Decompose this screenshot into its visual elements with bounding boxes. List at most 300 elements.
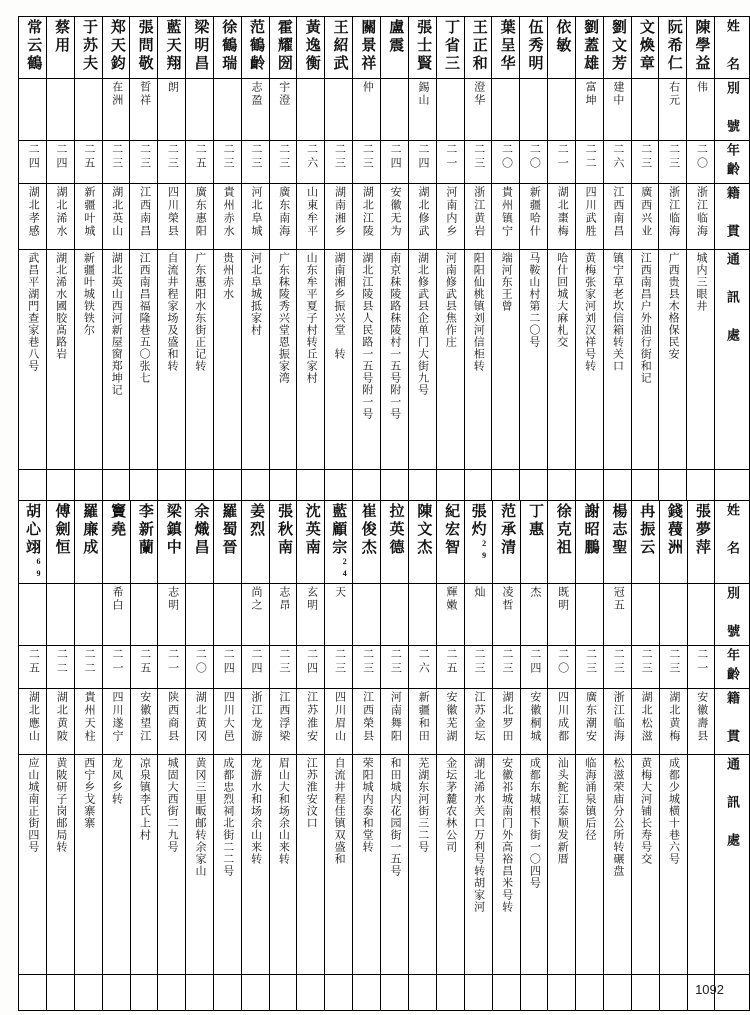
cell-origin (687, 184, 715, 250)
cell-origin (325, 184, 353, 250)
cell-text: 仲 (361, 81, 374, 94)
cell-address (659, 755, 687, 975)
cell-text: 二三 (222, 143, 235, 171)
cell-text: 葉呈华 (498, 19, 515, 73)
cell-text: 浙江龙游 (250, 691, 263, 743)
cell-text: 二三 (584, 648, 597, 676)
cell-text: 浙江临海 (667, 186, 680, 238)
cell-name (325, 17, 353, 79)
cell-age (576, 646, 604, 689)
cell-blank (297, 975, 325, 1011)
cell-blank (604, 975, 632, 1011)
table-row (19, 79, 750, 141)
cell-age (687, 646, 715, 689)
cell-text: 湖北江陵县人民路一五号附一号 (360, 252, 373, 420)
table-row (19, 17, 750, 79)
cell-text: 志盈 (249, 81, 262, 107)
cell-origin (604, 689, 632, 755)
cell-text: 二五 (82, 143, 95, 171)
cell-address (325, 755, 353, 975)
table-row (19, 755, 750, 975)
table-row (19, 501, 750, 584)
cell-blank (353, 975, 381, 1011)
cell-blank (74, 975, 102, 1011)
cell-age (436, 646, 464, 689)
cell-text: 湖北英山 (110, 186, 123, 238)
cell-text: 湖南湘乡 (333, 186, 346, 238)
cell-origin (353, 184, 381, 250)
cell-alias (353, 584, 381, 646)
cell-text: 二二 (83, 648, 96, 676)
cell-text: 湖北黄冈 (194, 691, 207, 743)
cell-text: 伟 (695, 81, 708, 94)
upper-roster-table (18, 16, 750, 506)
cell-name (659, 501, 687, 584)
cell-text: 崔俊杰 (359, 503, 376, 557)
cell-text: 張秋南 (275, 503, 292, 557)
cell-text: 贵州赤水 (221, 252, 234, 300)
cell-text: 余熾昌 (192, 503, 209, 557)
cell-text: 張夢萍 (693, 503, 710, 557)
cell-text: 文煥章 (637, 19, 654, 73)
cell-age (604, 646, 632, 689)
cell-text: 江西南昌福隆巷五〇张七 (138, 252, 151, 384)
column-header-text: 年齡 (724, 143, 740, 181)
cell-address (214, 755, 242, 975)
cell-address (47, 755, 75, 975)
cell-text: 汕头鮀江泰顺发新厝 (556, 757, 569, 865)
cell-text: 新疆哈什 (528, 186, 541, 238)
cell-alias (659, 79, 687, 141)
cell-address (241, 250, 269, 470)
cell-alias (520, 79, 548, 141)
cell-text: 盧震 (387, 19, 404, 55)
cell-text: 陳學益 (693, 19, 710, 73)
cell-name (47, 501, 75, 584)
cell-text: 徐鶴瑞 (220, 19, 237, 73)
cell-origin (409, 689, 437, 755)
cell-text: 凉泉镇李氏上村 (138, 757, 151, 841)
cell-text: 马鞍山村第二〇号 (527, 252, 540, 348)
cell-text: 湖北浠水 (55, 186, 68, 238)
cell-age (548, 141, 576, 184)
entry-index-superscript: 69 (33, 557, 43, 581)
cell-text: 蔡用 (53, 19, 70, 55)
cell-alias (214, 584, 242, 646)
lower-roster-table-wrap (18, 500, 750, 1011)
cell-alias (603, 79, 631, 141)
cell-blank (631, 975, 659, 1011)
cell-text: 錢薎洲 (666, 503, 682, 557)
cell-origin (659, 184, 687, 250)
cell-text: 四川成都 (556, 691, 569, 743)
cell-origin (520, 689, 548, 755)
cell-text: 二三 (501, 648, 514, 676)
upper-roster-table-wrap (18, 16, 750, 506)
cell-origin (158, 184, 186, 250)
cell-blank (659, 975, 687, 1011)
cell-age (214, 646, 242, 689)
page-number: 1092 (695, 982, 724, 997)
cell-text: 二三 (473, 648, 486, 676)
cell-text: 于苏夫 (80, 19, 97, 73)
cell-text: 陕西商县 (166, 691, 179, 743)
column-header-text: 籍 貫 (724, 186, 740, 243)
cell-age (269, 141, 297, 184)
cell-text: 黃逸衡 (303, 19, 320, 73)
cell-alias (241, 79, 269, 141)
cell-address (603, 250, 631, 470)
cell-address (158, 250, 186, 470)
cell-blank (102, 975, 130, 1011)
cell-text: 二一 (444, 143, 457, 171)
cell-alias (687, 584, 715, 646)
cell-name (548, 17, 576, 79)
cell-name (464, 17, 492, 79)
cell-text: 安徽祁城南门外高裕昌米号转 (500, 757, 513, 913)
cell-origin (47, 689, 75, 755)
cell-name (325, 501, 353, 584)
cell-address (186, 755, 214, 975)
cell-text: 城内三眼井 (694, 252, 707, 312)
cell-text: 玄明 (305, 586, 318, 612)
cell-address (297, 755, 325, 975)
cell-origin (102, 689, 130, 755)
cell-text: 江苏金坛 (473, 691, 486, 743)
cell-origin (464, 689, 492, 755)
cell-age (158, 141, 186, 184)
cell-age (130, 141, 158, 184)
cell-age (19, 646, 47, 689)
cell-text: 徐克祖 (554, 503, 571, 557)
cell-name (631, 17, 659, 79)
cell-age (575, 141, 603, 184)
cell-text: 成都少城横十巷六号 (667, 757, 680, 865)
cell-age (19, 141, 47, 184)
cell-alias (130, 79, 158, 141)
cell-text: 二二 (584, 143, 597, 171)
cell-text: 既明 (556, 586, 569, 612)
cell-text: 江苏淮安汶口 (305, 757, 318, 829)
cell-text: 安徽壽县 (695, 691, 708, 743)
column-header-name (715, 17, 750, 79)
cell-text: 湖北浠水关口万利号转胡家河 (472, 757, 485, 913)
cell-blank (381, 975, 409, 1011)
cell-text: 江西南昌 (138, 186, 151, 238)
cell-name (576, 501, 604, 584)
cell-address (464, 755, 492, 975)
cell-name (297, 501, 325, 584)
cell-text: 傅劍恒 (53, 503, 70, 557)
cell-origin (130, 689, 158, 755)
cell-text: 陳文杰 (415, 503, 432, 557)
cell-origin (19, 689, 47, 755)
cell-text: 竇堯 (109, 503, 126, 539)
cell-text: 广东秣陵秀兴堂恩振家湾 (277, 252, 290, 384)
cell-text: 哈什回城大麻札交 (555, 252, 568, 348)
cell-text: 二五 (138, 648, 151, 676)
table-row (19, 646, 750, 689)
cell-name (269, 17, 297, 79)
cell-text: 二一 (166, 648, 179, 676)
cell-address (46, 250, 74, 470)
column-header-text: 別 號 (724, 81, 740, 138)
cell-text: 廣东南海 (277, 186, 290, 238)
cell-alias (130, 584, 158, 646)
cell-text: 關景祥 (359, 19, 376, 73)
column-header-text: 姓 名 (724, 19, 740, 76)
cell-text: 湖北黄梅 (667, 691, 680, 743)
cell-text: 和田城内花园街一五号 (388, 757, 401, 877)
cell-text: 胡心翊$^{69}$ (23, 503, 43, 581)
cell-text: 芜湖东河街三二号 (416, 757, 429, 853)
cell-text: 二三 (333, 143, 346, 171)
cell-text: 二三 (640, 648, 653, 676)
cell-address (548, 755, 576, 975)
cell-text: 临海涌泉镇后径 (584, 757, 596, 841)
cell-text: 二三 (612, 648, 625, 676)
cell-alias (325, 584, 353, 646)
cell-age (325, 141, 353, 184)
cell-text: 河北阜城 (249, 186, 262, 238)
cell-name (158, 501, 186, 584)
cell-address (353, 755, 381, 975)
cell-origin (269, 184, 297, 250)
cell-name (687, 17, 715, 79)
cell-text: 李新蘭 (136, 503, 153, 557)
cell-origin (548, 184, 576, 250)
cell-text: 二〇 (695, 143, 708, 171)
cell-name (269, 501, 297, 584)
cell-text: 安徽望江 (138, 691, 151, 743)
lower-roster-table (18, 500, 750, 1011)
cell-text: 武昌平湖門查家巷八号 (26, 252, 39, 372)
cell-text: 紀宏智 (443, 503, 460, 557)
cell-alias (548, 79, 576, 141)
cell-origin (575, 184, 603, 250)
cell-text: 依敏 (554, 19, 571, 55)
cell-text: 浙江临海 (695, 186, 708, 238)
cell-blank (241, 975, 269, 1011)
cell-alias (576, 584, 604, 646)
cell-text: 灿 (473, 586, 486, 599)
cell-text: 应山城南正街四号 (26, 757, 39, 853)
cell-name (520, 501, 548, 584)
cell-text: 荣阳城内泰和堂转 (361, 757, 374, 853)
cell-name (631, 501, 659, 584)
cell-text: 二四 (250, 648, 263, 676)
cell-alias (158, 584, 186, 646)
cell-text: 羅廉成 (81, 503, 98, 557)
cell-alias (380, 79, 408, 141)
cell-text: 二一 (695, 648, 708, 676)
cell-text: 湖南湘乡振兴堂 转 (333, 252, 346, 360)
cell-text: 新疆叶城铁铁尔 (82, 252, 95, 336)
cell-text: 江西南昌 (611, 186, 624, 238)
cell-text: 自流井程佳镇双盛和 (333, 757, 346, 865)
cell-text: 黄陂研子岗邮局转 (54, 757, 67, 853)
cell-name (213, 17, 241, 79)
cell-age (213, 141, 241, 184)
cell-origin (102, 184, 130, 250)
cell-age (74, 141, 102, 184)
cell-address (380, 250, 408, 470)
cell-text: 張問敬 (136, 19, 153, 73)
cell-text: 二三 (138, 143, 151, 171)
cell-address (325, 250, 353, 470)
cell-text: 尚之 (250, 586, 263, 612)
cell-address (631, 250, 659, 470)
cell-text: 湖北應山 (27, 691, 40, 743)
cell-origin (158, 689, 186, 755)
column-header-text: 別 號 (724, 586, 740, 643)
cell-text: 羅蜀晉 (220, 503, 237, 557)
cell-text: 四川遂宁 (110, 691, 123, 743)
cell-address (74, 755, 102, 975)
cell-address (575, 250, 603, 470)
cell-name (19, 17, 47, 79)
cell-alias (269, 79, 297, 141)
cell-address (19, 250, 47, 470)
cell-origin (241, 184, 269, 250)
cell-address (631, 755, 659, 975)
cell-blank (325, 975, 353, 1011)
cell-text: 黄梅大河铺长寿号交 (639, 757, 652, 865)
cell-blank (409, 975, 437, 1011)
cell-alias (520, 584, 548, 646)
cell-text: 范鶴齡 (248, 19, 265, 73)
cell-origin (520, 184, 548, 250)
cell-name (19, 501, 47, 584)
cell-address (687, 250, 715, 470)
cell-name (186, 501, 214, 584)
cell-text: 湖北浠水國胶髙路岩 (54, 252, 67, 360)
cell-name (520, 17, 548, 79)
cell-text: 澄华 (472, 81, 485, 107)
cell-text: 二三 (472, 143, 485, 171)
cell-name (102, 501, 130, 584)
cell-age (297, 646, 325, 689)
cell-alias (297, 79, 325, 141)
cell-text: 二三 (166, 143, 179, 171)
cell-text: 志明 (166, 586, 179, 612)
entry-index-superscript: 24 (340, 557, 350, 581)
cell-text: 新疆叶城 (82, 186, 95, 238)
cell-text: 王正和 (470, 19, 487, 73)
cell-age (325, 646, 353, 689)
cell-text: 成都东城根下街一〇四号 (528, 757, 541, 889)
cell-text: 湖北江陵 (361, 186, 374, 238)
column-header-age (715, 646, 750, 689)
cell-name (409, 501, 437, 584)
cell-origin (74, 184, 102, 250)
cell-name (604, 501, 632, 584)
cell-text: 新疆和田 (417, 691, 430, 743)
cell-text: 朗 (166, 81, 179, 94)
cell-alias (353, 79, 381, 141)
cell-name (130, 501, 158, 584)
cell-age (241, 141, 269, 184)
cell-text: 湖北孝感 (27, 186, 40, 238)
cell-text: 二〇 (500, 143, 513, 171)
cell-address (130, 755, 158, 975)
cell-text: 王紹武 (331, 19, 348, 73)
cell-text: 藍顧宗$^{24}$ (330, 503, 350, 581)
cell-origin (74, 689, 102, 755)
cell-text: 黄梅张家河刘汉祥号转 (583, 252, 596, 372)
cell-text: 浙江临海 (612, 691, 625, 743)
cell-text: 廣东潮安 (584, 691, 597, 743)
cell-text: 晢祥 (138, 81, 151, 107)
cell-text: 湖北罗田 (501, 691, 514, 743)
cell-text: 二六 (611, 143, 624, 171)
cell-origin (408, 184, 436, 250)
cell-age (492, 141, 520, 184)
cell-text: 劉文芳 (610, 19, 627, 73)
cell-blank (464, 975, 492, 1011)
column-header-alias (715, 584, 750, 646)
cell-blank (520, 975, 548, 1011)
cell-text: 安徽桐城 (528, 691, 541, 743)
cell-text: 在洲 (110, 81, 123, 107)
cell-address (604, 755, 632, 975)
cell-text: 杰 (528, 586, 541, 599)
cell-name (687, 501, 715, 584)
cell-alias (325, 79, 353, 141)
cell-text: 河南舞阳 (389, 691, 402, 743)
cell-text: 冉振云 (638, 503, 655, 557)
cell-age (631, 646, 659, 689)
cell-text: 湖北黄陂 (55, 691, 68, 743)
column-header-address (715, 755, 750, 975)
cell-text: 河南修武县焦作庄 (444, 252, 457, 348)
cell-text: 江西浮梁 (277, 691, 290, 743)
cell-text: 丁省三 (442, 19, 459, 73)
cell-age (464, 141, 492, 184)
cell-age (520, 141, 548, 184)
cell-alias (604, 584, 632, 646)
cell-text: 二四 (528, 648, 541, 676)
cell-alias (102, 79, 130, 141)
cell-alias (46, 79, 74, 141)
cell-text: 丁惠 (526, 503, 543, 539)
cell-text: 广西贵县木格保民安 (667, 252, 680, 360)
cell-origin (492, 689, 520, 755)
cell-address (102, 755, 130, 975)
cell-text: 廣东惠阳 (194, 186, 207, 238)
column-header-origin (715, 184, 750, 250)
cell-blank (19, 975, 47, 1011)
cell-text: 二四 (389, 143, 402, 171)
cell-alias (409, 584, 437, 646)
cell-address (269, 250, 297, 470)
cell-text: 二〇 (528, 143, 541, 171)
cell-address (436, 755, 464, 975)
cell-name (130, 17, 158, 79)
cell-address (297, 250, 325, 470)
cell-name (297, 17, 325, 79)
cell-text: 富坤 (584, 81, 597, 107)
cell-text: 西宁乡戈寨寨 (82, 757, 95, 829)
cell-name (436, 501, 464, 584)
cell-text: 右元 (667, 81, 680, 107)
cell-name (603, 17, 631, 79)
cell-alias (213, 79, 241, 141)
cell-blank (186, 975, 214, 1011)
cell-text: 劉蓋雄 (582, 19, 599, 73)
cell-name (102, 17, 130, 79)
cell-name (492, 501, 520, 584)
